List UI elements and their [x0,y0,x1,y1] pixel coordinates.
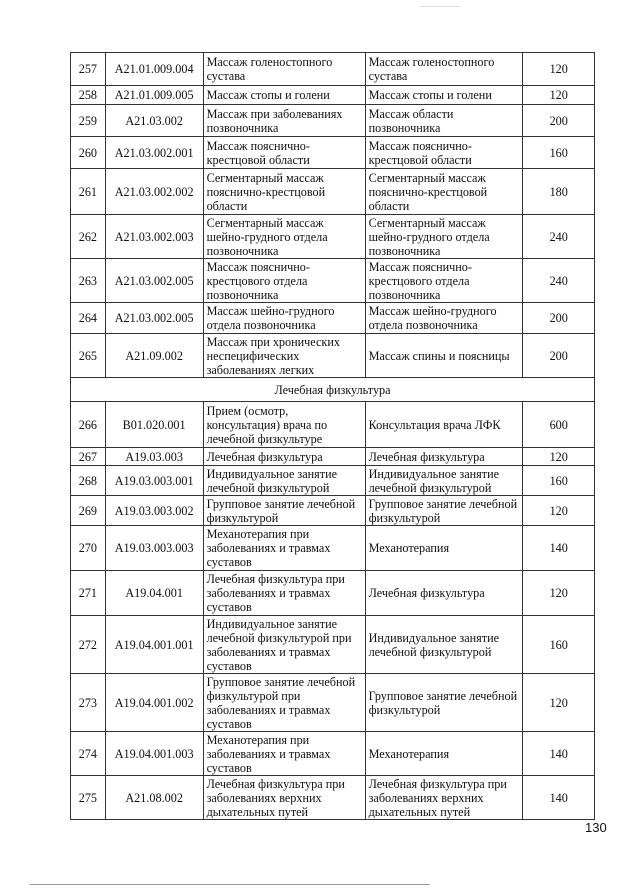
table-row [71,137,595,169]
table-row [71,526,595,571]
service-price: 120 [523,86,595,105]
table-row [71,571,595,616]
service-name: Массаж при заболеваниях позвоночника [203,105,365,137]
service-title: Механотерапия [365,526,523,571]
service-code: A19.03.003.002 [105,496,203,526]
service-price: 140 [523,776,595,820]
service-price: 140 [523,526,595,571]
service-code: A21.01.009.005 [105,86,203,105]
service-name: Прием (осмотр, консультация) врача по лечебной физкультуре [203,402,365,448]
service-code: A21.01.009.004 [105,53,203,86]
table-row [71,674,595,732]
row-number: 259 [71,105,106,137]
service-title: Групповое занятие лечебной физкультурой [365,496,523,526]
service-code: A21.03.002.005 [105,303,203,334]
service-price: 160 [523,616,595,674]
service-name: Массаж пояснично-крестцовой области [203,137,365,169]
table-row [71,334,595,378]
row-number: 261 [71,169,106,215]
service-price: 160 [523,466,595,496]
service-code: A19.04.001.003 [105,732,203,776]
service-code: A21.03.002.002 [105,169,203,215]
service-title: Массаж шейно-грудного отдела позвоночника [365,303,523,334]
service-name: Массаж шейно-грудного отдела позвоночника [203,303,365,334]
service-name: Групповое занятие лечебной физкультурой [203,496,365,526]
row-number: 268 [71,466,106,496]
service-title: Индивидуальное занятие лечебной физкультурой [365,466,523,496]
service-code: A19.04.001.001 [105,616,203,674]
service-code: A21.03.002.005 [105,259,203,303]
service-name: Групповое занятие лечебной физкультурой при заболеваниях и травмах суставов [203,674,365,732]
service-title: Массаж пояснично-крестцовой области [365,137,523,169]
service-title: Лечебная физкультура [365,448,523,466]
service-price: 240 [523,259,595,303]
service-title: Массаж спины и поясницы [365,334,523,378]
service-price: 200 [523,334,595,378]
service-name: Сегментарный массаж пояснично-крестцовой области [203,169,365,215]
service-name: Индивидуальное занятие лечебной физкультурой [203,466,365,496]
divider [30,884,430,885]
service-name: Лечебная физкультура при заболеваниях верхних дыхательных путей [203,776,365,820]
service-price: 200 [523,303,595,334]
service-name: Массаж при хронических неспецифических заболеваниях легких [203,334,365,378]
table-row [71,732,595,776]
service-title: Сегментарный массаж пояснично-крестцовой области [365,169,523,215]
service-price: 240 [523,215,595,259]
service-code: B01.020.001 [105,402,203,448]
service-title: Групповое занятие лечебной физкультурой [365,674,523,732]
price-table [70,52,595,820]
row-number: 263 [71,259,106,303]
table-row [71,105,595,137]
service-code: A21.03.002 [105,105,203,137]
service-price: 120 [523,496,595,526]
service-price: 120 [523,674,595,732]
service-title: Сегментарный массаж шейно-грудного отдела позвоночника [365,215,523,259]
service-price: 200 [523,105,595,137]
service-name: Механотерапия при заболеваниях и травмах суставов [203,732,365,776]
table-row [71,402,595,448]
service-name: Механотерапия при заболеваниях и травмах суставов [203,526,365,571]
section-title: Лечебная физкультура [71,378,595,402]
service-name: Массаж пояснично-крестцового отдела позвоночника [203,259,365,303]
table-row [71,616,595,674]
row-number: 264 [71,303,106,334]
row-number: 262 [71,215,106,259]
service-name: Массаж стопы и голени [203,86,365,105]
service-title: Массаж области позвоночника [365,105,523,137]
service-title: Лечебная физкультура [365,571,523,616]
row-number: 273 [71,674,106,732]
service-code: A21.08.002 [105,776,203,820]
row-number: 265 [71,334,106,378]
table-row [71,448,595,466]
table-row [71,303,595,334]
service-code: A21.09.002 [105,334,203,378]
service-name: Массаж голеностопного сустава [203,53,365,86]
service-title: Консультация врача ЛФК [365,402,523,448]
service-code: A19.03.003.003 [105,526,203,571]
service-name: Лечебная физкультура [203,448,365,466]
row-number: 275 [71,776,106,820]
service-code: A19.04.001 [105,571,203,616]
service-name: Сегментарный массаж шейно-грудного отдела позвоночника [203,215,365,259]
service-price: 600 [523,402,595,448]
service-code: A19.03.003 [105,448,203,466]
service-price: 120 [523,53,595,86]
table-row [71,215,595,259]
service-price: 180 [523,169,595,215]
service-code: A19.03.003.001 [105,466,203,496]
row-number: 266 [71,402,106,448]
service-title: Массаж голеностопного сустава [365,53,523,86]
table-row [71,496,595,526]
page-number: 130 [585,820,607,835]
row-number: 260 [71,137,106,169]
service-price: 120 [523,448,595,466]
service-price: 160 [523,137,595,169]
service-code: A21.03.002.001 [105,137,203,169]
service-price: 120 [523,571,595,616]
service-title: Индивидуальное занятие лечебной физкультурой [365,616,523,674]
section-row [71,378,595,402]
row-number: 271 [71,571,106,616]
service-title: Массаж пояснично-крестцового отдела позвоночника [365,259,523,303]
table-row [71,776,595,820]
service-price: 140 [523,732,595,776]
table-row [71,259,595,303]
scan-mark [420,6,460,7]
row-number: 258 [71,86,106,105]
service-name: Индивидуальное занятие лечебной физкультурой при заболеваниях и травмах суставов [203,616,365,674]
service-title: Механотерапия [365,732,523,776]
table-row [71,466,595,496]
table-row [71,86,595,105]
table-row [71,53,595,86]
service-code: A21.03.002.003 [105,215,203,259]
service-code: A19.04.001.002 [105,674,203,732]
service-name: Лечебная физкультура при заболеваниях и травмах суставов [203,571,365,616]
table-row [71,169,595,215]
row-number: 274 [71,732,106,776]
row-number: 267 [71,448,106,466]
row-number: 270 [71,526,106,571]
row-number: 257 [71,53,106,86]
row-number: 272 [71,616,106,674]
row-number: 269 [71,496,106,526]
service-title: Массаж стопы и голени [365,86,523,105]
service-title: Лечебная физкультура при заболеваниях верхних дыхательных путей [365,776,523,820]
